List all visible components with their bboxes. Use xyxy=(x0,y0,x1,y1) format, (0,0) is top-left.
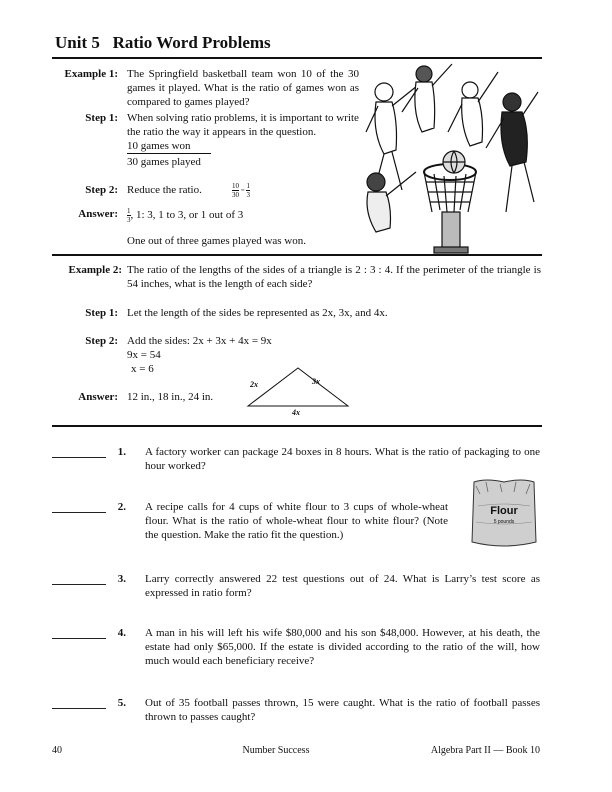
answer-blank-1[interactable] xyxy=(52,457,106,458)
answer-frac-den: 3 xyxy=(127,216,131,224)
problem-text: Out of 35 football passes thrown, 15 were caught. What is the ratio of football passes thrown to passes caught? xyxy=(145,697,540,723)
example2-label: Example 2: xyxy=(68,264,122,276)
problem-number: 2. xyxy=(117,501,126,513)
ratio-bar xyxy=(127,153,211,154)
problem-text: A man in his will left his wife $80,000 and his son $48,000. However, at his death, the estate had only $65,000. If the estate is divided according to the ratio of the will, how much would each beneficiary receive? xyxy=(145,627,540,667)
basketball-players-illustration xyxy=(362,62,544,256)
section-rule-2 xyxy=(52,425,542,427)
answer-text: , 1: 3, 1 to 3, or 1 out of 3 xyxy=(130,209,244,222)
ratio-denominator: 30 games played xyxy=(127,156,201,168)
flour-bag-label: Flour xyxy=(490,505,518,517)
problem-text: A factory worker can package 24 boxes in 8 hours. What is the ratio of packaging to one hour worked? xyxy=(145,446,540,472)
problem-text: A recipe calls for 4 cups of white flour to 3 cups of whole-wheat flour. What is the ratio of whole-wheat flour to white flour? (Note the question. Make the ratio fit the question.) xyxy=(145,501,448,541)
page-title: Unit 5 Ratio Word Problems xyxy=(55,33,271,52)
example1-step1-label: Step 1: xyxy=(85,112,118,124)
ratio-numerator: 10 games won xyxy=(127,140,191,152)
problem-number: 3. xyxy=(117,573,126,585)
example2-answer-label: Answer: xyxy=(78,391,118,403)
reduce-equals: = xyxy=(240,186,245,195)
section-rule-1 xyxy=(52,254,542,256)
reduce-equation xyxy=(232,182,250,199)
example1-answer-label: Answer: xyxy=(78,208,118,220)
answer-blank-5[interactable] xyxy=(52,708,106,709)
example2-step1-text: Let the length of the sides be represented as 2x, 3x, and 4x. xyxy=(127,307,388,319)
reduce-num-left: 10 xyxy=(232,182,239,190)
example1-label: Example 1: xyxy=(64,68,118,80)
example2-step2-line1: Add the sides: 2x + 3x + 4x = 9x xyxy=(127,335,272,347)
footer-center: Number Success xyxy=(242,745,310,756)
problem-text: Larry correctly answered 22 test questions out of 24. What is Larry’s test score as expressed in ratio form? xyxy=(145,573,540,599)
example2-step1-label: Step 1: xyxy=(85,307,118,319)
example2-text: The ratio of the lengths of the sides of a triangle is 2 : 3 : 4. If the perimeter of the triangle is 54 inches, what is the length of each side? xyxy=(127,264,541,290)
example1-conclusion: One out of three games played was won. xyxy=(127,235,307,247)
reduce-num-right: 1 xyxy=(246,182,250,190)
triangle-label-left: 2x xyxy=(250,380,258,389)
triangle-label-bottom: 4x xyxy=(292,408,300,417)
example2-step2-label: Step 2: xyxy=(85,335,118,347)
example1-step2-text: Reduce the ratio. xyxy=(127,184,202,196)
answer-blank-2[interactable] xyxy=(52,512,106,513)
example2-step2-line2: 9x = 54 xyxy=(127,349,161,361)
footer-page-number: 40 xyxy=(52,745,62,756)
answer-blank-4[interactable] xyxy=(52,638,106,639)
problem-number: 1. xyxy=(117,446,126,458)
example1-step1-text: When solving ratio problems, it is important to write the ratio the way it appears in the question. xyxy=(127,112,359,138)
flour-bag-sublabel: 5 pounds xyxy=(493,519,515,525)
problem-number: 4. xyxy=(117,627,126,639)
triangle-diagram xyxy=(240,360,360,420)
problem-number: 5. xyxy=(117,697,126,709)
footer-right: Algebra Part II — Book 10 xyxy=(430,745,540,756)
answer-frac-num: 1 xyxy=(127,207,131,215)
answer-blank-3[interactable] xyxy=(52,584,106,585)
example2-step2-line3: x = 6 xyxy=(131,363,154,375)
reduce-den-right: 3 xyxy=(246,191,250,199)
triangle-label-right: 3x xyxy=(312,377,320,386)
example1-step2-label: Step 2: xyxy=(85,184,118,196)
title-rule xyxy=(52,57,542,59)
example2-answer: 12 in., 18 in., 24 in. xyxy=(127,391,214,403)
example1-text: The Springfield basketball team won 10 of the 30 games it played. What is the ratio of games won as compared to games played? xyxy=(127,68,359,108)
example1-answer xyxy=(127,207,243,224)
reduce-den-left: 30 xyxy=(232,191,239,199)
